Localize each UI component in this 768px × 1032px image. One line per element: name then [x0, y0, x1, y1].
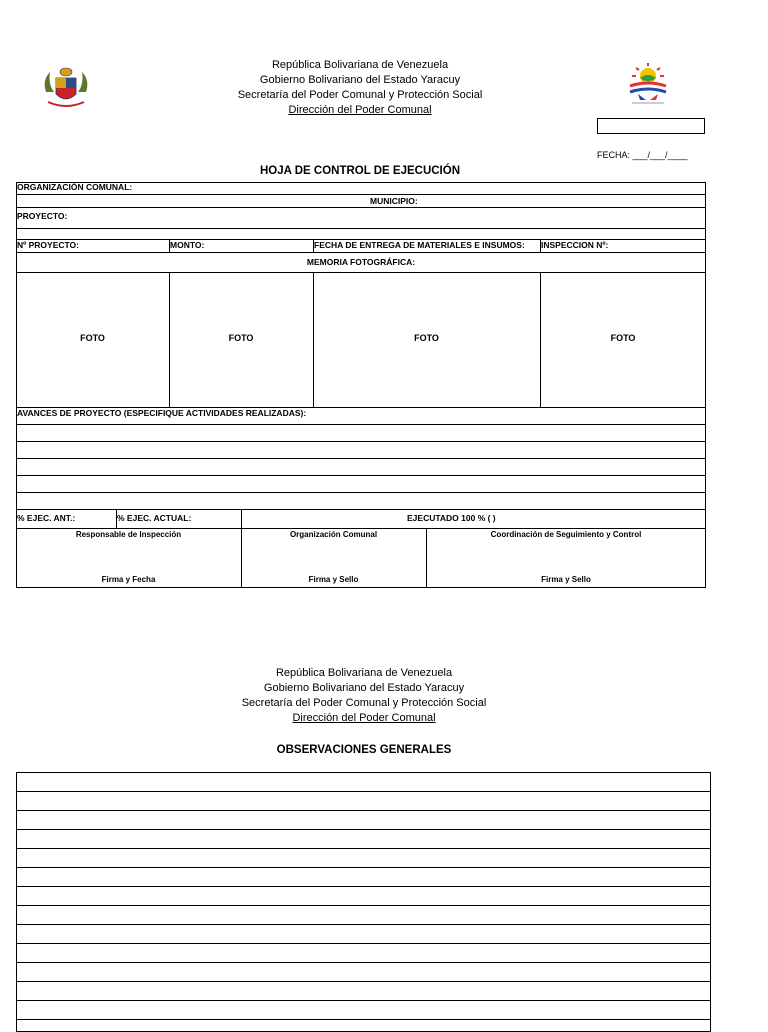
fecha-label: FECHA: ___/___/____	[597, 150, 688, 160]
ejec-actual-label: % EJEC. ACTUAL:	[117, 513, 192, 523]
reference-box[interactable]	[597, 118, 705, 134]
page2-header	[0, 666, 748, 726]
monto-label: MONTO:	[170, 240, 205, 250]
foto-slot-3[interactable]: FOTO	[414, 333, 439, 343]
sig-1-title: Responsable de Inspección	[75, 530, 182, 539]
p2-header-line-1: República Bolivariana de Venezuela	[275, 667, 453, 679]
foto-slot-4[interactable]: FOTO	[610, 333, 636, 343]
header-line-2: Gobierno Bolivariano del Estado Yaracuy	[259, 74, 461, 86]
header-line-1: República Bolivariana de Venezuela	[271, 59, 449, 71]
p2-header-line-2: Gobierno Bolivariano del Estado Yaracuy	[263, 682, 465, 694]
foto-slot-1[interactable]: FOTO	[80, 333, 105, 343]
observaciones-title: OBSERVACIONES GENERALES	[276, 744, 452, 756]
sig-3-title: Coordinación de Seguimiento y Control	[490, 530, 642, 539]
foto-slot-2[interactable]: FOTO	[228, 333, 254, 343]
sig-2-title: Organización Comunal	[289, 530, 378, 539]
header-line-4: Dirección del Poder Comunal	[288, 104, 432, 116]
memoria-label: MEMORIA FOTOGRÁFICA:	[306, 257, 416, 267]
sig-3-sub: Firma y Sello	[541, 575, 591, 584]
avances-label: AVANCES DE PROYECTO (ESPECIFIQUE ACTIVIDADES REALIZADAS):	[17, 408, 307, 418]
sig-1-sub: Firma y Fecha	[101, 575, 156, 584]
proyecto-label: PROYECTO:	[17, 211, 68, 221]
p2-header-line-3: Secretaría del Poder Comunal y Protección Social	[241, 697, 487, 709]
municipio-label: MUNICIPIO:	[370, 196, 418, 206]
form-title: HOJA DE CONTROL DE EJECUCIÓN	[260, 165, 460, 177]
ejecutado-label: EJECUTADO 100 % ( )	[407, 513, 496, 523]
header-line-3: Secretaría del Poder Comunal y Protección Social	[237, 89, 483, 101]
organizacion-label: ORGANIZACIÓN COMUNAL:	[17, 182, 133, 192]
inspeccion-label: INSPECCION Nº:	[541, 240, 609, 250]
sig-2-sub: Firma y Sello	[308, 575, 359, 584]
ejec-ant-label: % EJEC. ANT.:	[17, 513, 76, 523]
yaracuy-logo	[626, 62, 670, 106]
fecha-entrega-label: FECHA DE ENTREGA DE MATERIALES E INSUMOS:	[314, 240, 525, 250]
nro-proyecto-label: Nº PROYECTO:	[17, 240, 79, 250]
p2-header-line-4: Dirección del Poder Comunal	[292, 712, 436, 724]
observaciones-table[interactable]	[16, 772, 711, 1032]
